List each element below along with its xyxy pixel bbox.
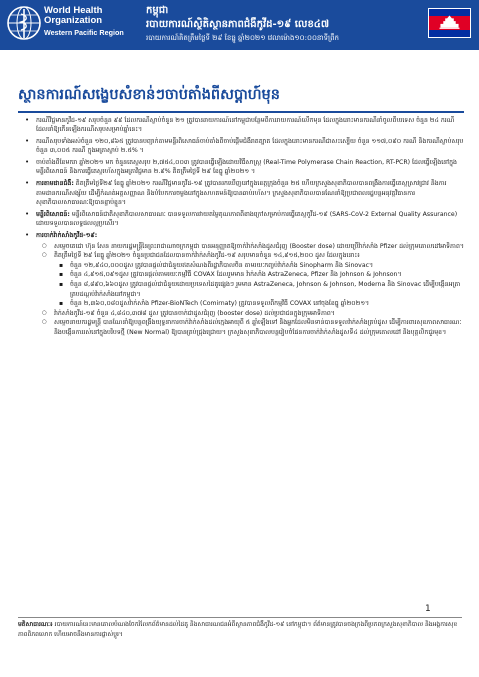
who-emblem-icon bbox=[6, 5, 42, 41]
sub-list-item-text: សម្តេចនាយករដ្ឋមន្ត្រី បានណែនាំឱ្យបន្តពង្រឹងយុទ្ធនាការចាក់វ៉ាក់សាំងដល់ក្មេងអាយុពី ៥ ឆ្នាំឡើងទៅ និងអ្នកដែលមិនទាន់បានទទួលវ៉ាក់សាំងគ្រប់ដូស ដើម្បីការពារសុខភាពសាធារណៈ និងបង្កើនការរស់នៅក្នុងបរិបទថ្មី (New Normal) ឱ្យបានគ្រប់ជ្រុងជ្រោយ។ ក្រសួងសុខាភិបាលបន្តរៀបចំផែនការចាក់វ៉ាក់សាំងដូសទី៤ ដល់ក្រុមគោលដៅ និងបុគ្គលិកជួរមុខ។ bbox=[54, 319, 462, 336]
list-item-text: ចាប់តាំងពីខែមករា ឆ្នាំ២០២១ មក ចំនួនតេស្តសរុប ២,៧៥៤,០០៣ ត្រូវបានធ្វើឡើងដោយវិធីសាស្ត្រ (Real-Time Polymerase Chain Reaction, RT-PCR) ដែលធ្វើឡើងនៅក្នុងមន្ទីរពិសោធន៍ និងការធ្វើតេស្តរហ័សក្នុងអត្រាវិជ្ជមាន ២.៩% គិតត្រឹមថ្ងៃទី ២៩ ខែធ្នូ ឆ្នាំ២០២១ ។ bbox=[36, 158, 457, 176]
sub-list-item bbox=[36, 309, 464, 319]
list-item-text: ករណីវិជ្ជមានកូវីដ-១៩ សរុបចំនួន ៩៩ ដែលករណីស្លាប់ចំនួន ២១ ត្រូវបានរាយការណ៍នៅកម្ពុជាបន្ថែមពីការរាយការណ៍លើកមុន ដែលក្នុងនោះមានករណីនាំចូលពីបរទេស ចំនួន ២៤ ករណី ដែលនាំឱ្យកើនឡើងករណីសរុបសម្រាប់ឆ្នាំនេះ។ bbox=[36, 116, 455, 134]
page-number: 1 bbox=[425, 604, 431, 614]
disclaimer-footer bbox=[18, 620, 462, 639]
country-name: កម្ពុជា bbox=[146, 5, 169, 16]
report-date: របាយការណ៍គិតត្រឹមថ្ងៃទី ២៩ ខែធ្នូ ឆ្នាំ២០២១ វេលាម៉ោង១០:០០នាទីព្រឹក bbox=[146, 34, 339, 42]
page-title: ស្ថានការណ៍សង្ខេបសំខាន់ៗចាប់តាំងពីសប្ដាហ៍មុន bbox=[18, 87, 280, 103]
list-item bbox=[18, 137, 464, 156]
org-name-line2: Organization bbox=[44, 15, 103, 26]
disclaimer-label: មតិសាធារណៈ៖ bbox=[18, 621, 53, 628]
list-item bbox=[18, 231, 464, 338]
list-item bbox=[18, 158, 464, 177]
key-points-list bbox=[18, 116, 464, 338]
list-item bbox=[18, 210, 464, 229]
list-item-text: គិតត្រឹមថ្ងៃទី២៩ ខែធ្នូ ឆ្នាំ២០២១ ករណីវិជ្ជមានកូវីដ-១៩ ត្រូវបានរកឃើញនៅក្នុងខេត្តក្រុងចំនួន ២៥ ហើយក្រសួងសុខាភិបាលបានពង្រឹងការធ្វើតេស្តស្រាវជ្រាវ និងការតាមដានករណីសង្ស័យ ដើម្បីកំណត់អត្តសញ្ញាណ និងបំបែកការចម្លងនៅក្នុងសហគមន៍ឱ្យបានឆាប់រហ័ស។ ក្រសួងសុខាភិបាលបានណែនាំឱ្យប្រជាពលរដ្ឋបន្តអនុវត្តវិធានការសុខាភិបាលសាធារណៈឱ្យបានខ្ជាប់ខ្ជួន។ bbox=[36, 180, 447, 207]
nested-list-item bbox=[54, 261, 464, 271]
footer-divider bbox=[18, 617, 462, 618]
sub-list-item bbox=[36, 318, 464, 337]
nested-list-item-text: ចំនួន ៨,៨៩០,៦៦០ដូស ត្រូវបានផ្តល់ជាជំនួយដោយប្រទេសដៃគូផ្សេងៗ រួមមាន AstraZeneca, Johnson & Johnson, Moderna និង Sinovac ដើម្បីបង្កើនអត្រាគ្របដណ្តប់វ៉ាក់សាំងនៅកម្ពុជា។ bbox=[70, 281, 461, 298]
sub-list-item-text: វ៉ាក់សាំងកូវីដ-១៩ ចំនួន ៤,៨៤០,៣៧៨ ដូស ត្រូវបានចាក់ជាដូសជំរុញ (booster dose) ដល់ប្រជាជនក្នុងក្រុមអាទិភាព។ bbox=[54, 309, 335, 317]
sub-list-item bbox=[36, 242, 464, 252]
cambodia-flag-icon bbox=[428, 8, 471, 38]
nested-list-item-text: ចំនួន ៤,៩១៥,០៩១ដូស ត្រូវបានផ្តល់តាមរយៈកម្មវិធី COVAX ដែលរួមមាន វ៉ាក់សាំង AstraZeneca, Pfizer និង Johnson & Johnson។ bbox=[70, 271, 402, 279]
disclaimer-text: របាយការណ៍នេះមានគោលបំណងចែករំលែកព័ត៌មានដល់ដៃគូ និងសាធារណជនអំពីស្ថានភាពជំងឺកូវីដ-១៩ នៅកម្ពុជា។ ព័ត៌មានត្រូវបានចងក្រងពីប្រភពក្រសួងសុខាភិបាល និងអង្គការសុខភាពពិភពលោក ហើយអាចនឹងមានការផ្លាស់ប្តូរ។ bbox=[18, 621, 458, 638]
list-item-label: ការតាមដានជំងឺ: bbox=[36, 180, 74, 188]
vaccination-sublist bbox=[36, 242, 464, 338]
title-divider bbox=[18, 111, 464, 113]
list-item-text: មន្ទីរពិសោធន៍ជាតិសុខាភិបាលសាធារណៈ បានទទួលការវាយតម្លៃគុណភាពពីខាងក្រៅសម្រាប់ការធ្វើតេស្តកូវីដ-១៩ (SARS-CoV-2 External Quality Assurance) ដោយទទួលបានលទ្ធផលល្អប្រសើរ។ bbox=[36, 210, 458, 228]
who-wordmark bbox=[44, 6, 136, 38]
list-item-text: ករណីសរុបទាំងអស់ចំនួន ១២០,៨៦៥ ត្រូវបានបញ្ជាក់តាមមន្ទីរពិសោធន៍ចាប់តាំងពីចាប់ផ្តើមជំងឺរាតត្បាត ដែលក្នុងនោះមានករណីជាសះស្បើយ ចំនួន ១១៧,០៩០ ករណី និងករណីស្លាប់សរុបចំនួន ៣,០០៥ ករណី ក្នុងអត្រាស្លាប់ ២.៥% ។ bbox=[36, 137, 464, 155]
report-title: របាយការណ៍ស្ថិតិស្ថានភាពជំងឺកូវីដ-១៩ លេខ៤៧ bbox=[146, 19, 330, 30]
list-item bbox=[18, 179, 464, 208]
sub-list-item bbox=[36, 251, 464, 309]
nested-list-item bbox=[54, 280, 464, 299]
list-item-label: មន្ទីរពិសោធន៍: bbox=[36, 210, 70, 218]
sub-list-item-text: គិតត្រឹមថ្ងៃទី ២៩ ខែធ្នូ ឆ្នាំ២០២១ ចំនួនប្រជាជនដែលបានចាក់វ៉ាក់សាំងកូវីដ-១៩ សរុបមានចំនួន ១៤,៩១៥,២០០ ដូស ដែលក្នុងនោះ៖ bbox=[54, 252, 360, 260]
org-region: Western Pacific Region bbox=[44, 28, 124, 37]
list-item bbox=[18, 116, 464, 135]
org-name-line1: World Health bbox=[44, 5, 103, 16]
nested-list-item bbox=[54, 270, 464, 280]
nested-list-item-text: ចំនួន ២,៣៦០,០៨០ដូសវ៉ាក់សាំង Pfizer-BioNTech (Comirnaty) ត្រូវបានទទួលពីកម្មវិធី COVAX នៅចុងខែធ្នូ ឆ្នាំ២០២១។ bbox=[70, 300, 370, 308]
list-item-label: ការចាក់វ៉ាក់សាំងកូវីដ-១៩: bbox=[36, 232, 98, 240]
sub-list-item-text: សម្តេចតេជោ ហ៊ុន សែន នាយករដ្ឋមន្ត្រីនៃព្រះរាជាណាចក្រកម្ពុជា បានអនុញ្ញាតឱ្យចាក់វ៉ាក់សាំងដូសជំរុញ (Booster dose) ដោយប្រើវ៉ាក់សាំង Pfizer ដល់ក្រុមគោលដៅអាទិភាព។ bbox=[54, 242, 464, 250]
report-header bbox=[0, 0, 479, 50]
vaccine-source-list bbox=[54, 261, 464, 309]
nested-list-item-text: ចំនួន ១២,៩៤០,០០០ដូស ត្រូវបានផ្តល់ជាជំនួយឥតសំណងពីរដ្ឋាភិបាលចិន តាមរយៈកញ្ចប់វ៉ាក់សាំង Sinopharm និង Sinovac។ bbox=[70, 261, 374, 269]
nested-list-item bbox=[54, 299, 464, 309]
main-content bbox=[18, 86, 464, 340]
